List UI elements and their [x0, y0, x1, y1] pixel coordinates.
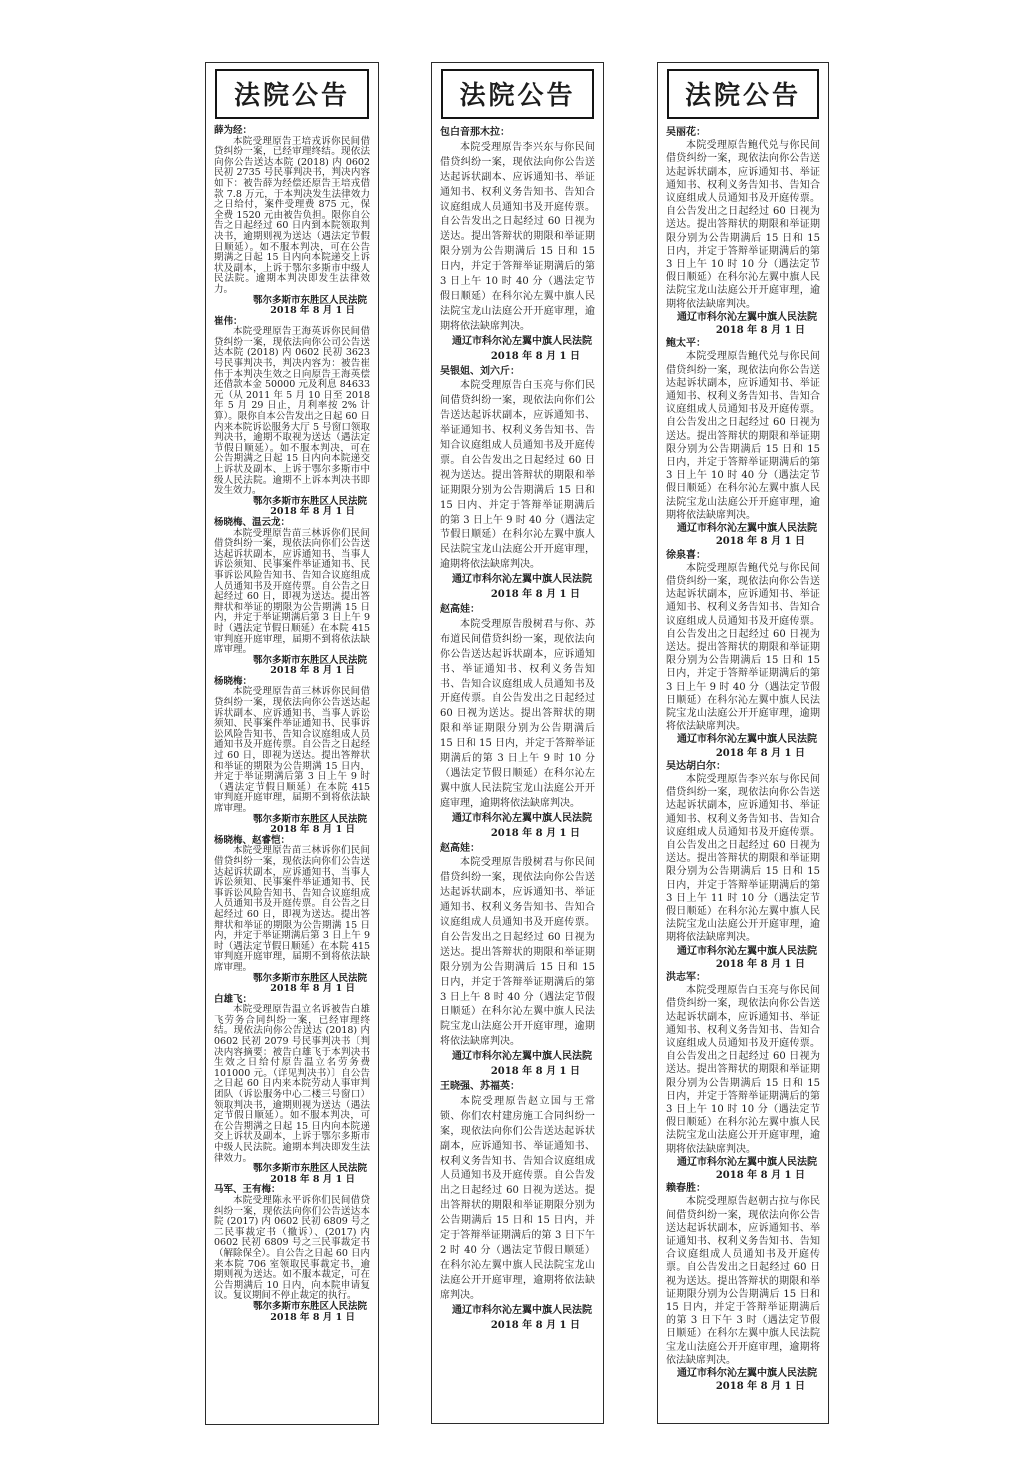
notice-addressee: 崔伟：	[214, 315, 243, 327]
notice-court: 通辽市科尔沁左翼中旗人民法院	[452, 812, 592, 824]
notice-court: 鄂尔多斯市东胜区人民法院	[252, 654, 367, 666]
column-masthead	[667, 69, 819, 119]
notice-court: 通辽市科尔沁左翼中旗人民法院	[677, 311, 817, 323]
notice-addressee: 包白音那木拉：	[440, 127, 510, 138]
notice-court: 通辽市科尔沁左翼中旗人民法院	[452, 335, 592, 347]
notice-date: 2018 年 8 月 1 日	[715, 747, 805, 759]
notice-body: 本院受理原告王海英诉你民间借贷纠纷一案，现依法向你公司公告送达本院 (2018) 内 0602 民初 3623 号民事判决书，判决内容为：被告崔伟于本判决生效之日向原告王海英偿还借款本金 50000 元及利息 84633 元（从 2011 年 5 月 10 日至 2018 年 5 月 29 日止，月利率按 2% 计算）。限你自本公告发出之日起 60 日内来本院诉讼服务大厅 5 号窗口领取判决书，逾期不取视为送达（遇法定节假日顺延）。如不服本判决，可在公告期满之日起 15 日内向本院递交上诉状及副本、上诉于鄂尔多斯市中级人民法院。逾期不上诉本判决书即发生效力。	[214, 326, 370, 497]
notice-addressee: 薛为经：	[214, 125, 253, 136]
notice	[440, 365, 595, 604]
notice-body: 本院受理原告李兴东与你民间借贷纠纷一案，现依法向你公告送达起诉状副本、应诉通知书、举证通知书、权利义务告知书、告知合议庭组成人员通知书及开庭传票。自公告发出之日起经过 60 日视为送达。提出答辩状的期限和举证期限分别为公告期满后 15 日和 15 日内，并定于答辩举证期满后的第 3 日上午 10 时 40 分（遇法定节假日顺延）在科尔沁左翼中旗人民法院宝龙山法庭公开开庭审理，逾期将依法缺席判决。	[440, 141, 595, 332]
notice-court: 鄂尔多斯市东胜区人民法院	[252, 813, 367, 825]
notice-body: 本院受理原告鲍代兑与你民间借贷纠纷一案，现依法向你公告送达起诉状副本，应诉通知书、举证通知书、权利义务告知书、告知合议庭组成人员通知书及开庭传票。自公告发出之日起经过 60 日视为送达。提出答辩状的期限和举证期限分别为公告期满后 15 日和 15 日内，并定于答辩举证期满后的第 3 日上午 9 时 40 分（遇法定节假日顺延）在科尔沁左翼中旗人民法院宝龙山法庭公开开庭审理，逾期将依法缺席判决。	[666, 562, 820, 733]
notice-body: 本院受理原告苗三林诉你民间借贷纠纷一案，现依法向你公告送达起诉状副本、应诉通知书、当事人诉讼须知、民事案件举证通知书、民事诉讼风险告知书、告知合议庭组成人员通知书及开庭传票。自公告之日起经过 60 日，即视为送达。提出答辩状和举证的期限为公告期满 15 日内，并定于举证期满后第 3 日上午 9 时（遇法定节假日顺延）在本院 415 审判庭开庭审理，届期不到将依法缺席审理。	[214, 686, 370, 814]
notice-date: 2018 年 8 月 1 日	[490, 1319, 580, 1331]
notice	[214, 677, 370, 836]
notice-date: 2018 年 8 月 1 日	[270, 824, 355, 836]
notice-body: 本院受理原告李兴东与你民间借贷纠纷一案，现依法向你公告送达起诉状副本，应诉通知书、举证通知书、权利义务告知书、告知合议庭组成人员通知书及开庭传票。自公告发出之日起经过 60 日视为送达。提出答辩状的期限和举证期限分别为公告期满后 15 日和 15 日内，并定于答辩举证期满后的第 3 日上午 11 时 10 分（遇法定节假日顺延）在科尔沁左翼中旗人民法院宝龙山法庭公开开庭审理，逾期将依法缺席判决。	[666, 773, 820, 944]
notice-body: 本院受理原告白玉亮与你们民间借贷纠纷一案，现依法向你们公告送达起诉状副本，应诉通知书、举证通知书、权利义务告知书、告知合议庭组成人员通知书及开庭传票。自公告发出之日起经过 60 日视为送达。提出答辩状的期限和举证期限分别为公告期满后 15 日和 15 日内、并定于答辩举证期满后的第 3 日上午 9 时 40 分（遇法定节假日顺延）在科尔沁左翼中旗人民法院宝龙山法庭公开开庭审理，逾期将依法缺席判决。	[440, 380, 595, 571]
masthead-title: 法院公告	[459, 81, 576, 111]
notice-body: 本院受理原告赵朝古拉与你民间借贷纠纷一案，现依法向你公告送达起诉状副本，应诉通知书、举证通知书、权利义务告知书、告知合议庭组成人员通知书及开庭传票。自公告发出之日起经过 60 日视为送达。提出答辩状的期限和举证期限分别为公告期满后 15 日和 15 日内，并定于答辩举证期满后的第 3 日下午 3 时（遇法定节假日顺延）在科尔左翼中旗人民法院宝龙山法庭公开开庭审理，逾期将依法缺席判决。	[666, 1196, 820, 1366]
notice	[214, 126, 370, 317]
notice-date: 2018 年 8 月 1 日	[715, 1381, 805, 1393]
notice-body: 本院受理原告苗三林诉你们民间借贷纠纷一案，现依法向你们公告送达起诉状副本，应诉通知书、当事人诉讼须知、民事案件举证通知书、民事诉讼风险告知书、告知合议庭组成人员通知书及开庭传票。自公告之日起经过 60 日，即视为送达。提出答辩状和举证的期限为公告期满 15 日内，并定于举证期满后第 3 日上午 9 时（遇法定节假日顺延）在本院 415 审判庭开庭审理，届期不到将依法缺席审理。	[214, 527, 370, 656]
notice-addressee: 吴丽花：	[666, 127, 706, 138]
notice-body: 本院受理原告温立名诉被告白雄飞劳务合同纠纷一案，已经审理终结。现依法向你公告送达 (2018) 内 0602 民初 2079 号民事判决书〔判决内容摘要：被告白雄飞于本判决书生效之日给付原告温立名劳务费 101000 元。（详见判决书）〕自公告之日起 60 日内来本院劳动人事审判团队（诉讼服务中心二楼三号窗口）领取判决书，逾期则视为送达（遇法定节假日顺延）。如不服本判决，可在公告期满之日起 15 日内向本院递交上诉状及副本，上诉于鄂尔多斯市中级人民法院。逾期本判决即发生法律效力。	[214, 1004, 370, 1164]
notice-addressee: 赖春胜：	[666, 1183, 706, 1195]
notice-addressee: 杨晓梅：	[214, 675, 253, 687]
notice	[440, 603, 595, 842]
notice-date: 2018 年 8 月 1 日	[490, 350, 580, 362]
notice-addressee: 王晓强、苏福英：	[440, 1081, 520, 1092]
notice-date: 2018 年 8 月 1 日	[270, 1173, 355, 1185]
masthead-title: 法院公告	[233, 81, 350, 111]
notice-addressee: 白雄飞：	[214, 993, 253, 1005]
notice-body: 本院受理原告鲍代兑与你民间借贷纠纷一案，现依法向你公告送达起诉状副本，应诉通知书、举证通知书、权利义务告知书、告知合议庭组成人员通知书及开庭传票。自公告发出之日起经过 60 日视为送达。提出答辩状的期限和举证期限分别为公告期满后 15 日和 15 日内，并定于答辩举证期满后的第 3 日上午 10 时 40 分（遇法定节假日顺延）在科尔沁左翼中旗人民法院宝龙山法庭公开开庭审理，逾期将依法缺席判决。	[666, 351, 820, 521]
notice	[214, 317, 370, 518]
column-masthead	[215, 69, 369, 119]
notice-list	[214, 126, 370, 1323]
notice-body: 本院受理原告殷树君与你民间借贷纠纷一案，现依法向你公告送达起诉状副本，应诉通知书、举证通知书、权利义务告知书、告知合议庭组成人员通知书及开庭传票。自公告发出之日起经过 60 日视为送达。提出答辩状的期限和举证期限分别为公告期满后 15 日和 15 日内，并定于答辩举证期满后的第 3 日上午 8 时 40 分（遇法定节假日顺延）在科尔沁左翼中旗人民法院宝龙山法庭公开开庭审理，逾期将依法缺席判决。	[440, 857, 595, 1048]
notice-court: 通辽市科尔沁左翼中旗人民法院	[452, 1051, 592, 1063]
notice-date: 2018 年 8 月 1 日	[270, 506, 355, 518]
masthead-title: 法院公告	[684, 81, 801, 111]
notice	[214, 1185, 370, 1323]
notice-date: 2018 年 8 月 1 日	[715, 1170, 805, 1182]
announcement-column-3	[657, 62, 829, 1424]
notice-court: 通辽市科尔沁左翼中旗人民法院	[677, 945, 817, 957]
notice-court: 通辽市科尔沁左翼中旗人民法院	[677, 734, 817, 746]
notice	[214, 995, 370, 1186]
notice-addressee: 吴银姐、刘六斤：	[440, 365, 520, 377]
notice-date: 2018 年 8 月 1 日	[270, 305, 355, 317]
notice-body: 本院受理原告白玉亮与你民间借贷纠纷一案，现依法向你公告送达起诉状副本，应诉通知书、举证通知书、权利义务告知书、告知合议庭组成人员通知书及开庭传票。自公告发出之日起经过 60 日视为送达。提出答辩状的期限和举证期限分别为公告期满后 15 日和 15 日内，并定于答辩举证期满后的第 3 日上午 10 时 10 分（遇法定节假日顺延）在科尔沁左翼中旗人民法院宝龙山法庭公开开庭审理，逾期将依法缺席判决。	[666, 985, 820, 1155]
notice-court: 鄂尔多斯市东胜区人民法院	[252, 1163, 367, 1175]
notice-body: 本院受理原告王培戎诉你民间借贷纠纷一案，已经审理终结。现依法向你公告送达本院 (2018) 内 0602 民初 2735 号民事判决书，判决内容如下：被告薛为经偿还原告王培戎借款 7.8 万元，于本判决发生法律效力之日给付，案件受理费 875 元，保全费 1520 元由被告负担。限你自公告之日起经过 60 日内到本院领取判决书，逾期则视为送达（遇法定节假日顺延）。如不服本判决，可在公告期满之日起 15 日内向本院递交上诉状及副本，上诉于鄂尔多斯市中级人民法院。逾期本判决即发生法律效力。	[214, 135, 370, 295]
notice	[214, 836, 370, 995]
column-masthead	[441, 69, 594, 119]
notice-addressee: 吴达胡白尔：	[666, 760, 726, 772]
notice-court: 通辽市科尔沁左翼中旗人民法院	[677, 523, 817, 535]
announcement-column-2	[431, 62, 604, 1424]
notice-date: 2018 年 8 月 1 日	[715, 536, 805, 548]
notice-list	[440, 126, 595, 1333]
notice-date: 2018 年 8 月 1 日	[715, 325, 805, 337]
notice-body: 本院受理原告殷树君与你、苏布道民间借贷纠纷一案，现依法向你公告送达起诉状副本，应诉通知书、举证通知书、权利义务告知书、告知合议庭组成人员通知书及开庭传票。自公告发出之日起经过 60 日视为送达。提出答辩状的期限和举证期限分别为公告期满后 15 日和 15 日内，并定于答辩举证期满后的第 3 日上午 9 时 10 分（遇法定节假日顺延）在科尔沁左翼中旗人民法院宝龙山法庭公开开庭审理，逾期将依法缺席判决。	[440, 618, 595, 809]
notice-body: 本院受理原告赵立国与王常锁、你们农村建房施工合同纠纷一案，现依法向你们公告送达起诉状副本，应诉通知书、举证通知书、权利义务告知书、告知合议庭组成人员通知书及开庭传票。自公告发出之日起经过 60 日视为送达。提出答辩状的期限和举证期限分别为公告期满后 15 日和 15 日内，并定于答辩举证期满后的第 3 日下午 2 时 40 分（遇法定节假日顺延）在科尔沁左翼中旗人民法院宝龙山法庭公开开庭审理，逾期将依法缺席判决。	[440, 1095, 595, 1301]
notice-date: 2018 年 8 月 1 日	[715, 958, 805, 970]
notice-body: 本院受理陈永平诉你们民间借贷纠纷一案，现依法向你们公告送达本院 (2017) 内 0602 民初 6809 号之二民事裁定书（撤诉）、(2017) 内 0602 民初 6809 号之三民事裁定书（解除保全）。自公告之日起 60 日内来本院 706 室领取民事裁定书，逾期则视为送达。如不服本裁定，可在公告期满后 10 日内，向本院申请复议。复议期间不停止裁定的执行。	[214, 1194, 370, 1302]
notice-court: 鄂尔多斯市东胜区人民法院	[252, 1300, 367, 1312]
notice	[666, 760, 820, 971]
notice-court: 通辽市科尔沁左翼中旗人民法院	[677, 1368, 817, 1380]
notice	[666, 971, 820, 1182]
notice-addressee: 杨晓梅、赵睿恺：	[214, 834, 291, 846]
notice	[440, 842, 595, 1081]
notice	[666, 337, 820, 548]
notice-body: 本院受理原告鲍代兑与你民间借贷纠纷一案，现依法向你公告送达起诉状副本，应诉通知书、举证通知书、权利义务告知书、告知合议庭组成人员通知书及开庭传票。自公告发出之日起经过 60 日视为送达。提出答辩状的期限和举证期限分别为公告期满后 15 日和 15 日内，并定于答辩举证期满后的第 3 日上午 10 时 10 分（遇法定节假日顺延）在科尔沁左翼中旗人民法院宝龙山法庭公开开庭审理，逾期将依法缺席判决。	[666, 140, 820, 310]
notice	[440, 1080, 595, 1333]
notice-date: 2018 年 8 月 1 日	[490, 1066, 580, 1078]
notice-court: 通辽市科尔沁左翼中旗人民法院	[452, 1304, 592, 1316]
notice-addressee: 鲍太平：	[666, 338, 706, 350]
notice-date: 2018 年 8 月 1 日	[490, 827, 580, 839]
notice-date: 2018 年 8 月 1 日	[490, 589, 580, 601]
notice-court: 通辽市科尔沁左翼中旗人民法院	[452, 574, 592, 586]
notice-addressee: 赵高娃：	[440, 842, 480, 854]
notice-court: 鄂尔多斯市东胜区人民法院	[252, 495, 367, 507]
notice-court: 鄂尔多斯市东胜区人民法院	[252, 294, 367, 306]
notice-addressee: 杨晓梅、温云龙：	[214, 516, 291, 528]
notice-addressee: 赵高娃：	[440, 604, 480, 615]
notice	[440, 126, 595, 365]
notice-body: 本院受理原告苗三林诉你们民间借贷纠纷一案，现依法向你们公告送达起诉状副本，应诉通知书、当事人诉讼须知、民事案件举证通知书、民事诉讼风险告知书、告知合议庭组成人员通知书及开庭传票。自公告之日起经过 60 日，即视为送达。提出答辩状和举证的期限为公告期满 15 日内，并定于举证期满后第 3 日上午 9 时（遇法定节假日顺延）在本院 415 审判庭开庭审理，届期不到将依法缺席审理。	[214, 845, 370, 973]
notice	[214, 518, 370, 677]
announcement-column-1	[205, 62, 379, 1425]
notice-date: 2018 年 8 月 1 日	[270, 665, 355, 677]
notice	[666, 126, 820, 337]
notice-list	[666, 126, 820, 1394]
notice-court: 鄂尔多斯市东胜区人民法院	[252, 972, 367, 984]
notice	[666, 1182, 820, 1393]
notice-addressee: 马军、王有梅：	[214, 1184, 281, 1196]
notice-court: 通辽市科尔沁左翼中旗人民法院	[677, 1156, 817, 1168]
notice-addressee: 洪志军：	[666, 972, 706, 983]
notice	[666, 549, 820, 760]
notice-date: 2018 年 8 月 1 日	[270, 983, 355, 995]
notice-addressee: 徐泉喜：	[666, 549, 706, 561]
notice-date: 2018 年 8 月 1 日	[270, 1311, 355, 1323]
